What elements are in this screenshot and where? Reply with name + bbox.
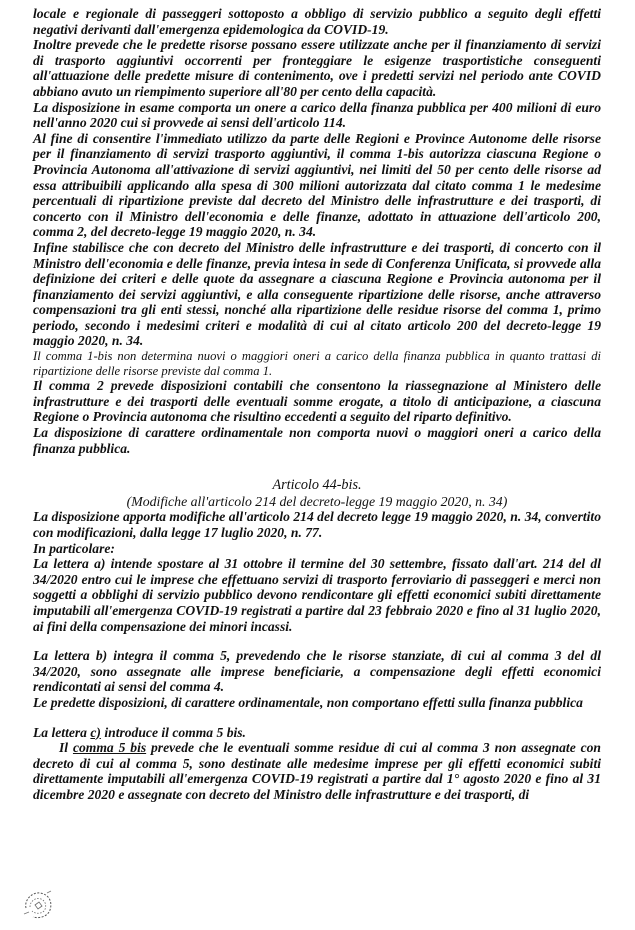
paragraph: La disposizione di carattere ordinamentale non comporta nuovi o maggiori oneri a carico della finanza pubblica.: [33, 425, 601, 456]
paragraph: Il comma 2 prevede disposizioni contabili che consentono la riassegnazione al Ministero delle infrastrutture e dei trasporti delle eventuali somme erogate, a titolo di anticipazione, a ciascuna Regione o Provincia autonoma che risultino eccedenti a seguito del riparto definitivo.: [33, 378, 601, 425]
paragraph: Inoltre prevede che le predette risorse possano essere utilizzate anche per il finanziamento di servizi di trasporto aggiuntivi occorrenti per fronteggiare le esigenze trasportistiche conseguenti all'attuazione delle predette misure di contenimento, ove i predetti servizi nel periodo ante COVID abbiano avuto un riempimento superiore all'80 per cento della capacità.: [33, 37, 601, 99]
paragraph-comma-5-bis: [33, 740, 601, 802]
text: Il: [59, 740, 73, 756]
paragraph-lettera-a: La lettera a) intende spostare al 31 ottobre il termine del 30 settembre, fissato dall'art. 214 del dl 34/2020 entro cui le imprese che effettuano servizi di trasporto ferroviario di passeggeri e merci non soggetti a obblighi di servizio pubblico devono rendicontare gli effetti economici subiti direttamente imputabili all'emergenza COVID-19 registrati a partire dal 23 febbraio 2020 e fino al 31 luglio 2020, ai fini della compensazione dei minori incassi.: [33, 556, 601, 634]
spacer: [33, 711, 601, 725]
paragraph-lettera-b: La lettera b) integra il comma 5, prevedendo che le risorse stanziate, di cui al comma 3 del dl 34/2020, sono assegnate alle imprese beneficiarie, a compensazione degli effetti economici rendicontati ai sensi del comma 4.: [33, 648, 601, 695]
underlined-text: comma 5 bis: [72, 740, 147, 756]
text: introduce il comma 5 bis.: [100, 724, 246, 740]
paragraph: Al fine di consentire l'immediato utilizzo da parte delle Regioni e Province Autonome delle risorse per il finanziamento di servizi trasporto aggiuntivi, il comma 1-bis autorizza ciascuna Regione o Provincia Autonoma all'attivazione di servizi aggiuntivi, nei limiti del 50 per cento delle risorse ad essa attribuibili applicando alla spesa di 300 milioni autorizzata dal citato comma 1 le medesime percentuali di ripartizione previste dal decreto del Ministro delle infrastrutture e dei trasporti, di concerto con il Ministro dell'economia e delle finanze, adottato in attuazione dell'articolo 200, comma 2, del decreto-legge 19 maggio 2020, n. 34.: [33, 130, 601, 240]
paragraph: Le predette disposizioni, di carattere ordinamentale, non comportano effetti sulla finanza pubblica: [33, 694, 583, 710]
paragraph: La disposizione apporta modifiche all'articolo 214 del decreto legge 19 maggio 2020, n. 34, convertito con modificazioni, dalla legge 17 luglio 2020, n. 77.: [33, 509, 601, 540]
paragraph-comma-1-bis: Il comma 1-bis non determina nuovi o maggiori oneri a carico della finanza pubblica in quanto trattasi di ripartizione delle risorse previste dal comma 1.: [33, 349, 601, 378]
paragraph: locale e regionale di passeggeri sottoposto a obbligo di servizio pubblico a seguito degli effetti negativi derivanti dall'emergenza epidemologica da COVID-19.: [33, 6, 601, 37]
paragraph-lettera-c: [33, 725, 601, 741]
paragraph: La disposizione in esame comporta un onere a carico della finanza pubblica per 400 milioni di euro nell'anno 2020 cui si provvede ai sensi dell'articolo 114.: [33, 99, 601, 131]
article-title: Articolo 44-bis.: [272, 477, 362, 494]
document-body: [33, 6, 601, 803]
stamp-seal-icon: [20, 888, 56, 922]
underlined-text: c): [90, 724, 101, 740]
article-subtitle: (Modifiche all'articolo 214 del decreto-legge 19 maggio 2020, n. 34): [126, 493, 508, 509]
text: prevede che le eventuali somme residue di cui al comma 3 non assegnate con decreto di cui al comma 5, sono destinate alle medesime imprese per gli effetti economici subiti direttamente imputabili all'emergenza COVID-19 registrati a partire dal 1° agosto 2020 e fino al 31 dicembre 2020 e assegnate con decreto del Ministro delle infrastrutture e dei trasporti, di: [33, 740, 601, 802]
paragraph: Infine stabilisce che con decreto del Ministro delle infrastrutture e dei trasporti, di concerto con il Ministro dell'economia e delle finanze, previa intesa in sede di Conferenza Unificata, si provvede alla definizione dei criteri e delle quote da assegnare a ciascuna Regione e Provincia autonoma per il finanziamento dei servizi aggiuntivi, e alla conseguente ripartizione delle risorse, anche attraverso compensazioni tra gli enti stessi, nonché alla ripartizione delle residue risorse del comma 1, primo periodo, secondo i medesimi criteri e modalità di cui al citato articolo 200 del decreto-legge 19 maggio 2020, n. 34.: [33, 239, 601, 349]
spacer: [33, 634, 601, 648]
spacer: [33, 456, 601, 478]
text: La lettera: [33, 724, 91, 740]
paragraph: In particolare:: [33, 540, 115, 556]
